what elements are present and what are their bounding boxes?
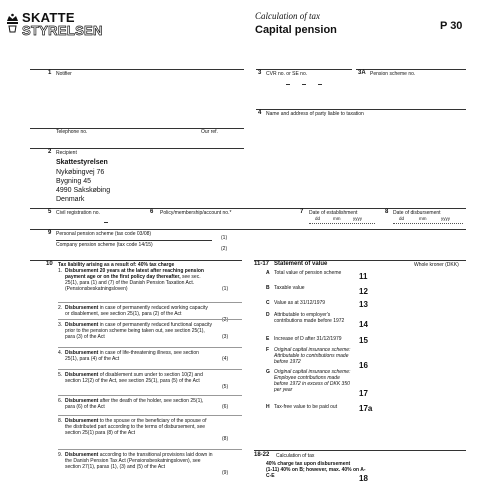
- field-number: 18: [359, 474, 368, 483]
- item-text: [65, 322, 213, 340]
- row-letter: H: [266, 404, 270, 410]
- field-number: 16: [359, 361, 368, 370]
- field-number: 2: [48, 149, 52, 155]
- divider: [30, 260, 242, 261]
- our-ref-input[interactable]: [201, 135, 243, 145]
- item-mark: (2): [222, 317, 229, 323]
- field-number: 11: [359, 272, 368, 281]
- calculation-of-tax-title: Calculation of tax: [276, 453, 315, 459]
- row-letter: G: [266, 369, 270, 375]
- tax-amount-input[interactable]: [372, 466, 464, 476]
- divider: [56, 240, 212, 241]
- field-number: 1: [48, 70, 52, 76]
- divider: [30, 229, 466, 230]
- value-input[interactable]: [372, 359, 464, 369]
- value-input[interactable]: [372, 298, 464, 308]
- item-number: 6.: [58, 398, 63, 404]
- item-text-bold: Disbursement: [65, 350, 99, 356]
- item-text-rest: after the death of the holder, see section 25(1), para (6) of the Act: [65, 398, 204, 410]
- field-number: 17a: [359, 404, 373, 413]
- item-text: [65, 452, 213, 470]
- item-mark: (9): [222, 470, 229, 476]
- divider: [58, 415, 242, 416]
- cpr-input[interactable]: [56, 218, 136, 228]
- recipient-name: Skattestyrelsen: [56, 159, 108, 166]
- divider: [256, 69, 352, 70]
- section-range: 18-22: [254, 452, 270, 458]
- item-text-rest: in case of permanently reduced functional capacity prior to the pension scheme being taken out, see section 25(1), para (3) of the Act: [65, 322, 213, 340]
- row-text: Original capital insurance scheme: Employee contributions made before 1972 in excess of DKK 350 per year: [274, 369, 351, 393]
- value-input[interactable]: [372, 318, 464, 328]
- pension-scheme-no-label: Pension scheme no.: [370, 71, 416, 77]
- item-text-bold: Disbursement: [65, 398, 99, 404]
- item-text-rest: according to the transitional provisions laid down in the Danish Pension Tax Act (Pensionsbeskatningsloven), see section 27(1), paras (1), (3) and (5) of the Act: [65, 452, 213, 470]
- divider: [58, 449, 242, 450]
- divider: [58, 347, 242, 348]
- field-number: 5: [48, 209, 52, 215]
- row-letter: C: [266, 300, 270, 306]
- charge-text: (1-11) 40% on B; however, max. 40% on A-C-E: [266, 467, 366, 479]
- personal-pension-label: Personal pension scheme (tax code 03/08): [56, 231, 152, 237]
- policy-no-input[interactable]: [160, 218, 290, 228]
- date-underline: [309, 223, 375, 224]
- item-number: 1.: [58, 268, 63, 274]
- item-number: 4.: [58, 350, 63, 356]
- field-number: 12: [359, 287, 368, 296]
- divider: [256, 109, 466, 110]
- item-mark: (4): [222, 356, 229, 362]
- row-text: Attributable to employer's contributions made before 1972: [274, 312, 345, 324]
- row-text: Taxable value: [274, 285, 305, 291]
- divider: [58, 369, 242, 370]
- item-text-bold: Disbursement: [65, 305, 99, 311]
- telephone-label: Telephone no.: [56, 129, 88, 135]
- field-number: 14: [359, 320, 368, 329]
- cvr-separator: [286, 84, 290, 85]
- item-text: [65, 305, 213, 317]
- value-input[interactable]: [372, 270, 464, 280]
- field-number: 13: [359, 300, 368, 309]
- divider: [30, 69, 244, 70]
- cvr-input[interactable]: [266, 80, 346, 90]
- item-mark: (3): [222, 334, 229, 340]
- recipient-label: Recipient: [56, 150, 77, 156]
- item-text-rest: in case of permanently reduced working capacity or disablement, see section 25(1), para (2) of the Act: [65, 305, 208, 317]
- item-text-rest: to the spouse or the beneficiary of the spouse of the distributed part according to the terms of disbursement, see section 25(1) para (8) of the Act: [65, 418, 207, 436]
- date-unit-dd: dd: [399, 216, 405, 221]
- divider: [30, 208, 466, 209]
- item-number: 8.: [58, 418, 63, 424]
- establishment-date-input[interactable]: [309, 216, 375, 226]
- divider: [356, 69, 466, 70]
- field-number: 6: [150, 209, 154, 215]
- logo-line2: STYRELSEN: [22, 23, 103, 38]
- field-number: 7: [300, 209, 304, 215]
- item-mark: (6): [222, 404, 229, 410]
- row-letter: B: [266, 285, 270, 291]
- notifier-field[interactable]: [56, 78, 242, 126]
- item-text-bold: Disbursement: [65, 322, 99, 328]
- row-text: Total value of pension scheme: [274, 270, 342, 276]
- value-input[interactable]: [372, 402, 464, 412]
- date-unit-mm: mm: [419, 216, 427, 221]
- date-unit-yyyy: yyyy: [353, 216, 362, 221]
- divider: [58, 319, 242, 320]
- recipient-address-line: Bygning 45: [56, 178, 92, 185]
- row-text: Tax-free value to be paid out: [274, 404, 338, 410]
- item-text-bold: Disbursement 20 years at the latest after reaching pension payment age or on the first policy day thereafter,: [65, 268, 204, 280]
- item-mark: (1): [222, 286, 229, 292]
- item-text: [65, 418, 213, 436]
- row-text: Original capital insurance scheme: Attributable to contributions made before 1972: [274, 347, 351, 365]
- crown-icon: [6, 13, 19, 33]
- field-number: 17: [359, 389, 368, 398]
- cpr-label: Civil registration no.: [56, 210, 100, 216]
- field-number: 15: [359, 336, 368, 345]
- policy-no-label: Policy/membership/account no.*: [160, 210, 232, 216]
- item-text-bold: Disbursement: [65, 418, 99, 424]
- statement-of-value-title: Statement of value: [274, 261, 328, 267]
- value-input[interactable]: [372, 334, 464, 344]
- cvr-label: CVR no. or SE no.: [266, 71, 308, 77]
- date-unit-mm: mm: [333, 216, 341, 221]
- recipient-address-line: Denmark: [56, 196, 85, 203]
- cvr-separator: [302, 84, 306, 85]
- divider: [254, 450, 466, 451]
- personal-pension-mark[interactable]: (1): [221, 235, 228, 241]
- field-number: 3A: [358, 70, 366, 76]
- company-pension-mark[interactable]: (2): [221, 246, 228, 252]
- row-letter: E: [266, 336, 270, 342]
- item-mark: (5): [222, 384, 229, 390]
- skattestyrelsen-logo: [6, 12, 114, 38]
- row-letter: D: [266, 312, 270, 318]
- our-ref-label: Our ref.: [201, 129, 218, 135]
- taxpayer-name-address-field[interactable]: [266, 118, 464, 178]
- recipient-address-line: 4990 Sakskøbing: [56, 187, 111, 194]
- item-text-bold: Disbursement: [65, 452, 99, 458]
- currency-label: Whole kroner (DKK): [414, 262, 459, 268]
- item-number: 3.: [58, 322, 63, 328]
- telephone-input[interactable]: [56, 135, 196, 145]
- divider: [30, 148, 244, 149]
- pension-scheme-no-input[interactable]: [370, 78, 464, 92]
- recipient-address-line: Nykøbingvej 76: [56, 169, 105, 176]
- divider: [58, 302, 242, 303]
- disbursement-date-label: Date of disbursement: [393, 210, 441, 216]
- notifier-label: Notifier: [56, 71, 72, 77]
- establishment-date-label: Date of establishment: [309, 210, 358, 216]
- charge-title: 40% charge tax upon disbursement: [266, 461, 351, 467]
- field-number: 4: [258, 110, 262, 116]
- item-text: [65, 398, 213, 410]
- field-number: 9: [48, 230, 52, 236]
- cvr-separator: [318, 84, 322, 85]
- value-input[interactable]: [372, 285, 464, 295]
- item-text: [65, 350, 213, 362]
- item-number: 2.: [58, 305, 63, 311]
- company-pension-label: Company pension scheme (tax code 14/15): [56, 242, 153, 248]
- section-range: 11-17: [254, 261, 270, 267]
- item-number: 9.: [58, 452, 63, 458]
- field-number: 10: [46, 261, 53, 267]
- taxpayer-name-address-label: Name and address of party liable to taxation: [266, 111, 364, 117]
- item-text-rest: of disablement sum under to section 10(2) and section 12(2) of the Act, see section 25(1), para (5) of the Act: [65, 372, 203, 384]
- row-text: Increase of D after 31/12/1979: [274, 336, 342, 342]
- form-title: Capital pension: [255, 24, 337, 36]
- cpr-separator: [104, 222, 108, 223]
- item-mark: (8): [222, 436, 229, 442]
- date-unit-yyyy: yyyy: [441, 216, 450, 221]
- form-subtitle: Calculation of tax: [255, 11, 320, 21]
- field-number: 3: [258, 70, 262, 76]
- item-number: 5.: [58, 372, 63, 378]
- row-letter: F: [266, 347, 270, 353]
- field-number: 8: [385, 209, 389, 215]
- row-letter: A: [266, 270, 270, 276]
- item-text-rest: in case of life-threatening illness, see section 25(1), para (4) of the Act: [65, 350, 199, 362]
- value-input[interactable]: [372, 387, 464, 397]
- logo-line1: SKATTE: [22, 10, 75, 25]
- item-text-rest: see sec. 25(1), para (1) and (7) of the Danish Pension Taxation Act. (Pensionsbeskatningsloven): [65, 274, 201, 292]
- disbursement-date-input[interactable]: [393, 216, 463, 226]
- item-text: [65, 268, 213, 292]
- divider: [58, 395, 242, 396]
- item-text-bold: Disbursement: [65, 372, 99, 378]
- row-text: Value as at 31/12/1979: [274, 300, 326, 306]
- section10-title: Tax liability arising as a result of: 40% tax charge: [58, 262, 175, 268]
- item-text: [65, 372, 213, 384]
- date-unit-dd: dd: [315, 216, 321, 221]
- date-underline: [393, 223, 463, 224]
- form-code: P 30: [440, 20, 463, 32]
